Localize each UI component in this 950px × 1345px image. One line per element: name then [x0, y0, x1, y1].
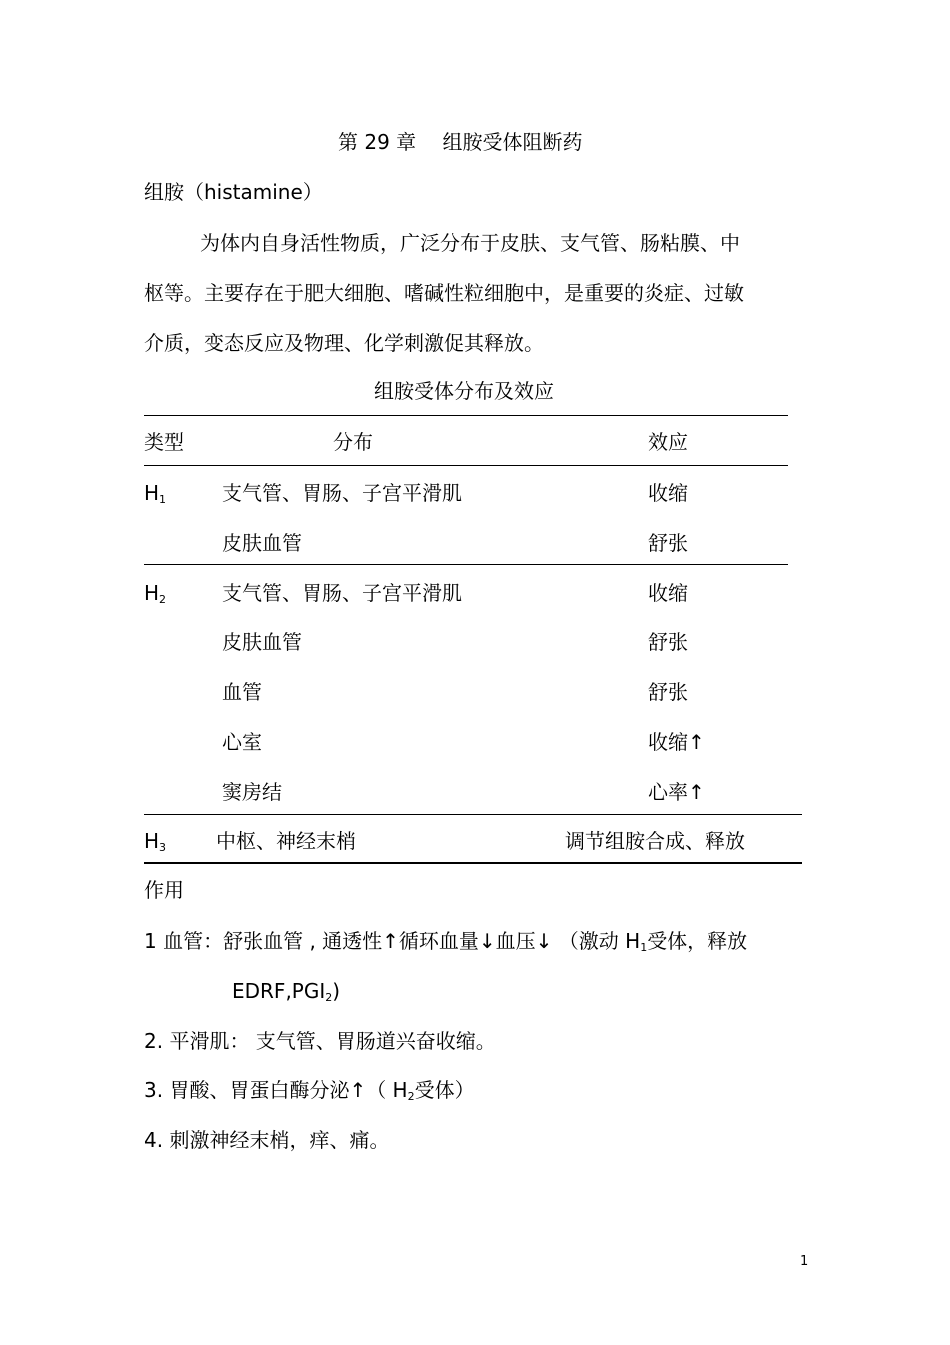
intro-line-2: 枢等。主要存在于肥大细胞、嗜碱性粒细胞中，是重要的炎症、过敏	[144, 281, 744, 305]
type-h3: $H_3$	[144, 829, 167, 854]
header-type: 类型	[144, 430, 184, 454]
table-row: 中枢、神经末梢	[216, 829, 356, 853]
table-row: 血管	[222, 680, 262, 704]
table-row: 心室	[222, 730, 262, 754]
table-row-effect: 心率↑	[648, 780, 705, 804]
section-heading: 组胺（histamine）	[144, 180, 323, 204]
table-row: 皮肤血管	[222, 630, 302, 654]
table-row-effect: 调节组胺合成、释放	[565, 829, 745, 853]
table-row: 支气管、胃肠、子宫平滑肌	[222, 581, 462, 605]
page-title: 第 29 章 组胺受体阻断药	[338, 130, 583, 154]
intro-line-1: 为体内自身活性物质，广泛分布于皮肤、支气管、肠粘膜、中	[200, 231, 740, 255]
header-distribution: 分布	[333, 430, 373, 454]
type-h1: $H_1$	[144, 481, 167, 506]
table-row-effect: 收缩	[648, 581, 688, 605]
page-number: 1	[800, 1254, 809, 1269]
table-row: 支气管、胃肠、子宫平滑肌	[222, 481, 462, 505]
effect-1-continuation: $EDRF,PGI_2$)	[232, 979, 341, 1004]
header-effect: 效应	[648, 430, 688, 454]
group-rule	[144, 564, 788, 565]
intro-line-3: 介质，变态反应及物理、化学刺激促其释放。	[144, 331, 544, 355]
group-rule	[144, 814, 802, 815]
table-row: 窦房结	[222, 780, 282, 804]
effects-heading: 作用	[144, 878, 184, 902]
effect-4: 4. 刺激神经末梢，痒、痛。	[144, 1128, 390, 1152]
effect-1: 1 血管：舒张血管 , 通透性↑循环血量↓血压↓ （激动 $H_1$受体，释放	[144, 929, 748, 954]
effect-2: 2. 平滑肌： 支气管、胃肠道兴奋收缩。	[144, 1029, 496, 1053]
table-row-effect: 舒张	[648, 680, 688, 704]
table-caption: 组胺受体分布及效应	[374, 379, 554, 403]
table-row-effect: 舒张	[648, 630, 688, 654]
header-rule	[144, 465, 788, 466]
effect-3: 3. 胃酸、胃蛋白酶分泌↑（ $H_2$受体）	[144, 1078, 475, 1103]
table-bottom-rule	[144, 862, 802, 864]
table-top-rule	[144, 415, 788, 416]
type-h2: $H_2$	[144, 581, 167, 606]
table-row-effect: 收缩	[648, 481, 688, 505]
table-row-effect: 舒张	[648, 531, 688, 555]
table-row: 皮肤血管	[222, 531, 302, 555]
table-row-effect: 收缩↑	[648, 730, 705, 754]
